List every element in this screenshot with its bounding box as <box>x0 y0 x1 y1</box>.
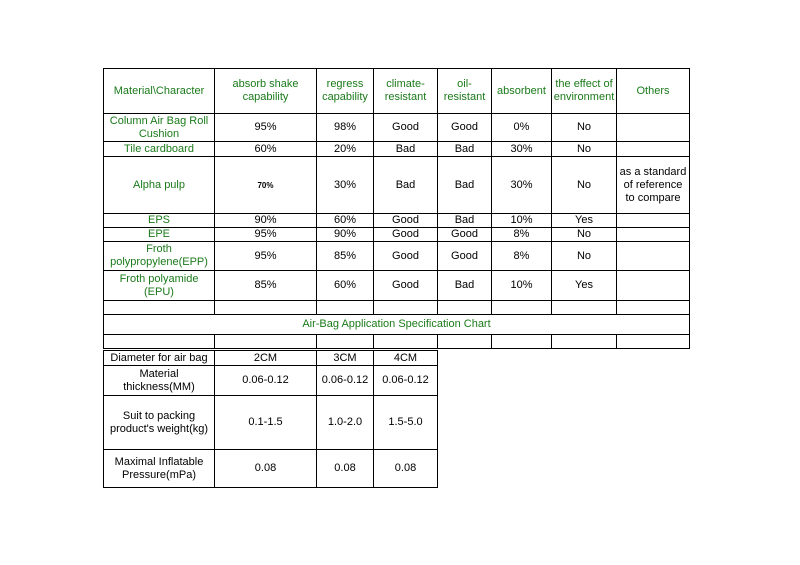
spec-header-4cm: 4CM <box>374 351 438 366</box>
climate-value: Good <box>374 242 438 271</box>
section-title: Air-Bag Application Specification Chart <box>104 315 690 335</box>
table-row <box>104 157 690 214</box>
environment-value: No <box>552 228 617 242</box>
others-value: as a standard of reference to compare <box>617 157 690 214</box>
table-row <box>104 242 690 271</box>
empty-cell <box>552 335 617 349</box>
spec-value-4cm: 1.5-5.0 <box>374 396 438 450</box>
absorb-value: 60% <box>215 142 317 157</box>
header-oil: oil-resistant <box>438 69 492 114</box>
empty-cell <box>617 335 690 349</box>
oil-value: Bad <box>438 157 492 214</box>
others-value <box>617 214 690 228</box>
regress-value: 20% <box>317 142 374 157</box>
climate-value: Bad <box>374 157 438 214</box>
air-bag-spec-table <box>103 350 438 488</box>
oil-value: Good <box>438 228 492 242</box>
empty-row <box>104 335 690 349</box>
table-row <box>104 142 690 157</box>
material-name: Froth polyamide (EPU) <box>104 271 215 301</box>
empty-cell <box>438 335 492 349</box>
oil-value: Bad <box>438 142 492 157</box>
absorb-value: 90% <box>215 214 317 228</box>
absorb-value: 85% <box>215 271 317 301</box>
empty-cell <box>104 301 215 315</box>
empty-cell <box>617 301 690 315</box>
header-climate: climate-resistant <box>374 69 438 114</box>
absorbent-value: 8% <box>492 228 552 242</box>
absorbent-value: 30% <box>492 157 552 214</box>
spec-value-2cm: 0.1-1.5 <box>215 396 317 450</box>
table-row <box>104 214 690 228</box>
table-row <box>104 271 690 301</box>
header-row <box>104 69 690 114</box>
others-value <box>617 228 690 242</box>
spec-label: Material thickness(MM) <box>104 366 215 396</box>
oil-value: Good <box>438 114 492 142</box>
empty-cell <box>438 301 492 315</box>
absorbent-value: 10% <box>492 214 552 228</box>
empty-cell <box>317 301 374 315</box>
spec-header-row <box>104 351 438 366</box>
regress-value: 30% <box>317 157 374 214</box>
empty-cell <box>492 301 552 315</box>
empty-cell <box>374 335 438 349</box>
absorbent-value: 0% <box>492 114 552 142</box>
climate-value: Good <box>374 214 438 228</box>
environment-value: No <box>552 142 617 157</box>
table-row <box>104 396 438 450</box>
header-absorbent: absorbent <box>492 69 552 114</box>
environment-value: Yes <box>552 271 617 301</box>
others-value <box>617 242 690 271</box>
environment-value: No <box>552 157 617 214</box>
oil-value: Good <box>438 242 492 271</box>
material-comparison-table <box>103 68 690 349</box>
climate-value: Good <box>374 114 438 142</box>
header-others: Others <box>617 69 690 114</box>
empty-cell <box>492 335 552 349</box>
climate-value: Bad <box>374 142 438 157</box>
spec-header-label: Diameter for air bag <box>104 351 215 366</box>
oil-value: Bad <box>438 214 492 228</box>
absorbent-value: 30% <box>492 142 552 157</box>
environment-value: No <box>552 114 617 142</box>
empty-cell <box>215 335 317 349</box>
regress-value: 85% <box>317 242 374 271</box>
material-name: Alpha pulp <box>104 157 215 214</box>
others-value <box>617 142 690 157</box>
absorb-value: 70% <box>215 157 317 214</box>
spec-value-2cm: 0.08 <box>215 450 317 488</box>
others-value <box>617 114 690 142</box>
header-material: Material\Character <box>104 69 215 114</box>
table-row <box>104 114 690 142</box>
empty-cell <box>215 301 317 315</box>
absorb-value: 95% <box>215 228 317 242</box>
regress-value: 98% <box>317 114 374 142</box>
empty-cell <box>552 301 617 315</box>
climate-value: Good <box>374 228 438 242</box>
absorbent-value: 8% <box>492 242 552 271</box>
regress-value: 60% <box>317 214 374 228</box>
spec-value-4cm: 0.06-0.12 <box>374 366 438 396</box>
table-row <box>104 450 438 488</box>
spec-label: Suit to packing product's weight(kg) <box>104 396 215 450</box>
spec-value-4cm: 0.08 <box>374 450 438 488</box>
material-name: Tile cardboard <box>104 142 215 157</box>
table-row <box>104 228 690 242</box>
material-name: EPS <box>104 214 215 228</box>
table-row <box>104 366 438 396</box>
header-absorb: absorb shake capability <box>215 69 317 114</box>
absorb-value: 95% <box>215 114 317 142</box>
spec-header-3cm: 3CM <box>317 351 374 366</box>
empty-cell <box>317 335 374 349</box>
spec-header-2cm: 2CM <box>215 351 317 366</box>
environment-value: Yes <box>552 214 617 228</box>
material-name: Froth polypropylene(EPP) <box>104 242 215 271</box>
regress-value: 90% <box>317 228 374 242</box>
spec-value-2cm: 0.06-0.12 <box>215 366 317 396</box>
climate-value: Good <box>374 271 438 301</box>
oil-value: Bad <box>438 271 492 301</box>
spec-value-3cm: 0.06-0.12 <box>317 366 374 396</box>
section-title-row <box>104 315 690 335</box>
spec-value-3cm: 0.08 <box>317 450 374 488</box>
header-environment: the effect of environment <box>552 69 617 114</box>
empty-cell <box>104 335 215 349</box>
material-name: EPE <box>104 228 215 242</box>
spec-label: Maximal Inflatable Pressure(mPa) <box>104 450 215 488</box>
empty-cell <box>374 301 438 315</box>
empty-row <box>104 301 690 315</box>
material-name: Column Air Bag Roll Cushion <box>104 114 215 142</box>
environment-value: No <box>552 242 617 271</box>
absorbent-value: 10% <box>492 271 552 301</box>
regress-value: 60% <box>317 271 374 301</box>
others-value <box>617 271 690 301</box>
absorb-value: 95% <box>215 242 317 271</box>
spec-value-3cm: 1.0-2.0 <box>317 396 374 450</box>
header-regress: regress capability <box>317 69 374 114</box>
